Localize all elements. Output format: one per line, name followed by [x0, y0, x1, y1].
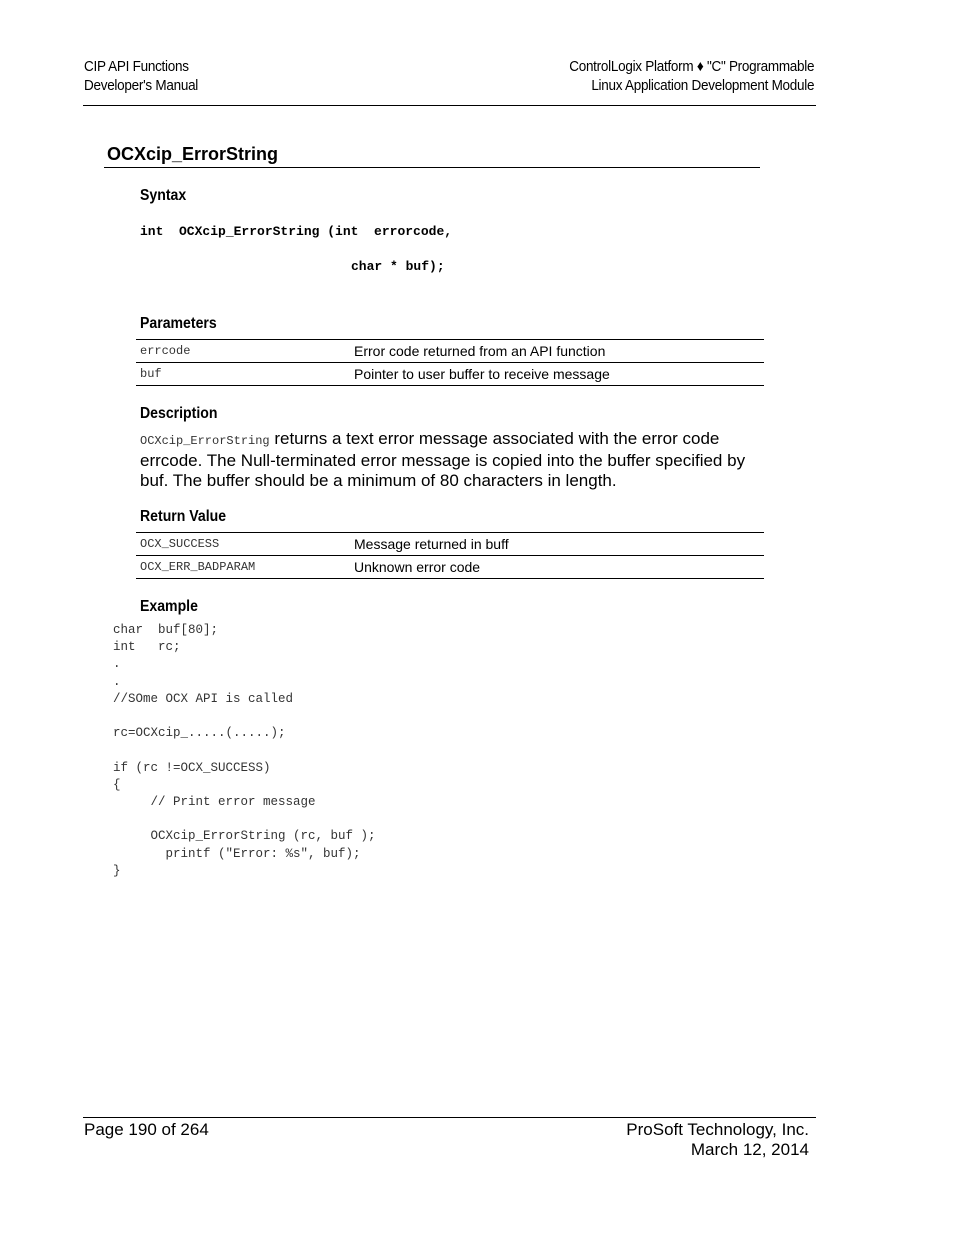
header-module: Linux Application Development Module	[591, 77, 814, 94]
param-desc: Pointer to user buffer to receive message	[350, 363, 764, 386]
table-row	[136, 340, 764, 363]
example-code: char buf[80]; int rc; . . //SOme OCX API is called rc=OCXcip_.....(.....); if (rc !=OCX_SUCCESS) { // Print error message OCXcip_ErrorString (rc, buf ); printf ("Error: %s", buf); }	[113, 623, 376, 878]
syntax-heading: Syntax	[140, 187, 187, 204]
table-row	[136, 533, 764, 556]
title-underline	[104, 167, 760, 168]
return-value-table	[136, 532, 764, 579]
param-desc: Error code returned from an API function	[350, 340, 764, 363]
page-title: OCXcip_ErrorString	[107, 144, 279, 164]
description-text	[140, 429, 765, 491]
return-code: OCX_ERR_BADPARAM	[136, 556, 350, 579]
header-left	[84, 57, 198, 95]
footer-date: March 12, 2014	[690, 1140, 809, 1159]
return-desc: Unknown error code	[350, 556, 764, 579]
param-name: buf	[136, 363, 350, 386]
footer-company: ProSoft Technology, Inc.	[626, 1120, 809, 1139]
parameters-table	[136, 339, 764, 386]
syntax-line-1: int OCXcip_ErrorString (int errorcode,	[140, 224, 453, 239]
table-row	[136, 556, 764, 579]
footer-page-number: Page 190 of 264	[84, 1120, 209, 1139]
header-right	[569, 57, 814, 95]
header-doc-title: CIP API Functions	[84, 58, 189, 75]
example-heading: Example	[140, 598, 198, 615]
description-heading: Description	[140, 405, 218, 422]
syntax-line-2: char * buf);	[351, 259, 445, 274]
header-platform: ControlLogix Platform ♦ "C" Programmable	[568, 58, 814, 75]
parameters-heading: Parameters	[140, 315, 217, 332]
header-doc-subtitle: Developer's Manual	[84, 77, 199, 94]
table-row	[136, 363, 764, 386]
footer-right	[626, 1120, 809, 1160]
footer-divider	[83, 1117, 816, 1118]
return-desc: Message returned in buff	[350, 533, 764, 556]
description-body: returns a text error message associated with the error code errcode. The Null-terminated error message is copied into the buffer specified by buf. The buffer should be a minimum of 80 characters in length.	[140, 429, 746, 490]
header-divider	[83, 105, 816, 106]
description-code-ref: OCXcip_ErrorString	[140, 434, 270, 448]
return-code: OCX_SUCCESS	[136, 533, 350, 556]
return-value-heading: Return Value	[140, 508, 227, 525]
param-name: errcode	[136, 340, 350, 363]
